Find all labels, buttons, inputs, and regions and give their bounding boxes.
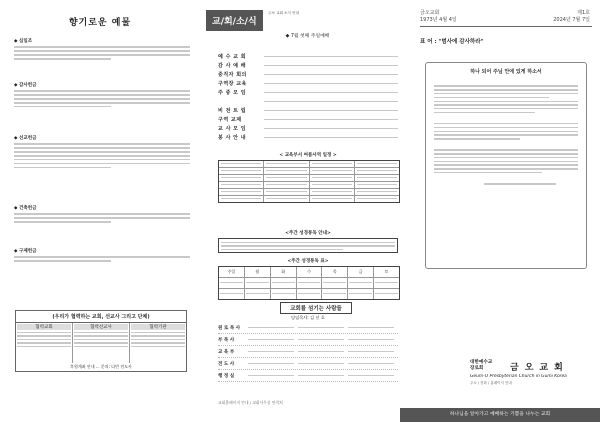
news-item [218, 88, 398, 97]
band-day: 수 [297, 267, 323, 277]
band-day: 목 [322, 267, 348, 277]
staff-row [218, 358, 398, 370]
offering-column [0, 0, 200, 424]
news-subtitle: ◆ 7월 첫째 주일예배 [285, 34, 330, 39]
issue-number: 제1호 [577, 10, 590, 16]
staff-role: 부 목 사 [218, 337, 235, 343]
staff-list [218, 322, 398, 382]
church-name-english: Geum-O Presbyterian Church in Gumi Korea [470, 374, 567, 379]
prayer-body [434, 83, 578, 187]
news-item-label: 감 사 예 배 [218, 63, 247, 69]
news-item [218, 97, 398, 106]
reading-band-title: <주간 성경통독 표> [287, 259, 329, 264]
partner-table [16, 322, 186, 363]
staff-row [218, 346, 398, 358]
offering-title: 향기로운 예물 [68, 18, 132, 28]
staff-row [218, 334, 398, 346]
church-address: 주소 / 전화 / 홈페이지 안내 [470, 381, 512, 385]
offering-section-relief [14, 248, 190, 264]
band-day: 토 [384, 269, 389, 274]
news-item [218, 124, 398, 133]
denomination-label: 대한예수교 장로회 [470, 360, 493, 371]
prayer-box [425, 62, 587, 269]
offering-section-mission [14, 135, 190, 171]
summer-schedule-table [218, 160, 400, 203]
partner-col [16, 323, 73, 363]
staff-row [218, 322, 398, 334]
partner-col [73, 323, 130, 363]
partner-banner [15, 310, 187, 372]
servants-title: 교회를 섬기는 사람들 [280, 302, 352, 314]
church-slogan-bar: 하나님을 알아가고 예배하는 기쁨을 나누는 교회 [400, 408, 600, 422]
news-item-label: 예 수 교 회 [218, 54, 247, 60]
news-item [218, 106, 398, 115]
servants-subtitle: 담임목사: 김 선 호 [291, 315, 325, 320]
staff-role: 교 육 부 [218, 349, 235, 355]
news-footer: 교회홈페이지 안내 / 교회사무실 연락처 [218, 400, 283, 405]
band-day: 월 [245, 267, 271, 277]
issue-date: 2024년 7월 7일 [553, 17, 590, 23]
news-item [218, 133, 398, 142]
issue-meta-left [420, 10, 457, 24]
news-item [218, 79, 398, 88]
news-item-label: 주 중 모 임 [218, 90, 247, 96]
prayer-title: 하나 되어 주님 안에 있게 하소서 [470, 69, 542, 75]
news-item [218, 115, 398, 124]
offering-section-building [14, 205, 190, 225]
news-item-label: 교 사 모 임 [218, 126, 247, 132]
section-heading: ◆ 십일조 [14, 39, 33, 44]
news-item [218, 61, 398, 70]
news-items [218, 52, 398, 142]
news-item-label: 비 전 트 립 [218, 108, 247, 114]
news-item-label: 중직자 회의 [218, 72, 247, 78]
section-heading: ◆ 선교헌금 [14, 136, 37, 141]
band-day: 화 [271, 267, 297, 277]
news-item [218, 70, 398, 79]
summer-schedule-title: < 교육부서 여름사역 일정 > [279, 153, 337, 158]
news-item-label: 구역 교제 [218, 117, 242, 123]
bible-reading-title: <주간 성경통독 안내> [285, 231, 331, 236]
news-item [218, 52, 398, 61]
news-item-label: 봉 사 안 내 [218, 135, 247, 141]
staff-role: 전 도 사 [218, 361, 235, 367]
offering-section-thanks [14, 82, 190, 110]
band-day: 주일 [219, 267, 245, 277]
news-header [206, 10, 398, 32]
partner-col-header: 협력교회 [17, 324, 71, 330]
partner-col-header: 협력선교사 [74, 324, 128, 330]
church-short-name: 금오교회 [420, 10, 440, 16]
news-item-label: 구역장 교육 [218, 81, 247, 87]
section-heading: ◆ 구제헌금 [14, 249, 37, 254]
partner-col-header: 협력기관 [131, 324, 185, 330]
news-title: 교/회/소/식 [206, 10, 263, 31]
offering-section-tithe [14, 38, 190, 62]
news-header-note: 주보 교회 소식 안내 [268, 11, 300, 15]
section-heading: ◆ 감사헌금 [14, 83, 37, 88]
header-rule [420, 26, 592, 27]
section-heading: ◆ 건축헌금 [14, 206, 37, 211]
motto: 표 어 : "범사에 감사하라" [420, 39, 484, 45]
bible-reading-box [218, 238, 398, 253]
partner-banner-footer: 후원계좌 안내 ... 문의: 다빈 전도사 [70, 364, 132, 369]
staff-role: 원 로 목 사 [218, 325, 241, 331]
band-day: 금 [348, 267, 374, 277]
staff-row [218, 370, 398, 382]
reading-band [218, 266, 400, 300]
partner-banner-title: (우리가 협력하는 교회, 선교사 그리고 단체) [52, 314, 150, 320]
partner-col [130, 323, 186, 363]
staff-role: 행 정 실 [218, 373, 235, 379]
founding-date: 1973년 4월 4일 [420, 17, 457, 23]
church-name: 금오교회 [510, 363, 569, 373]
issue-meta-right [530, 10, 590, 24]
